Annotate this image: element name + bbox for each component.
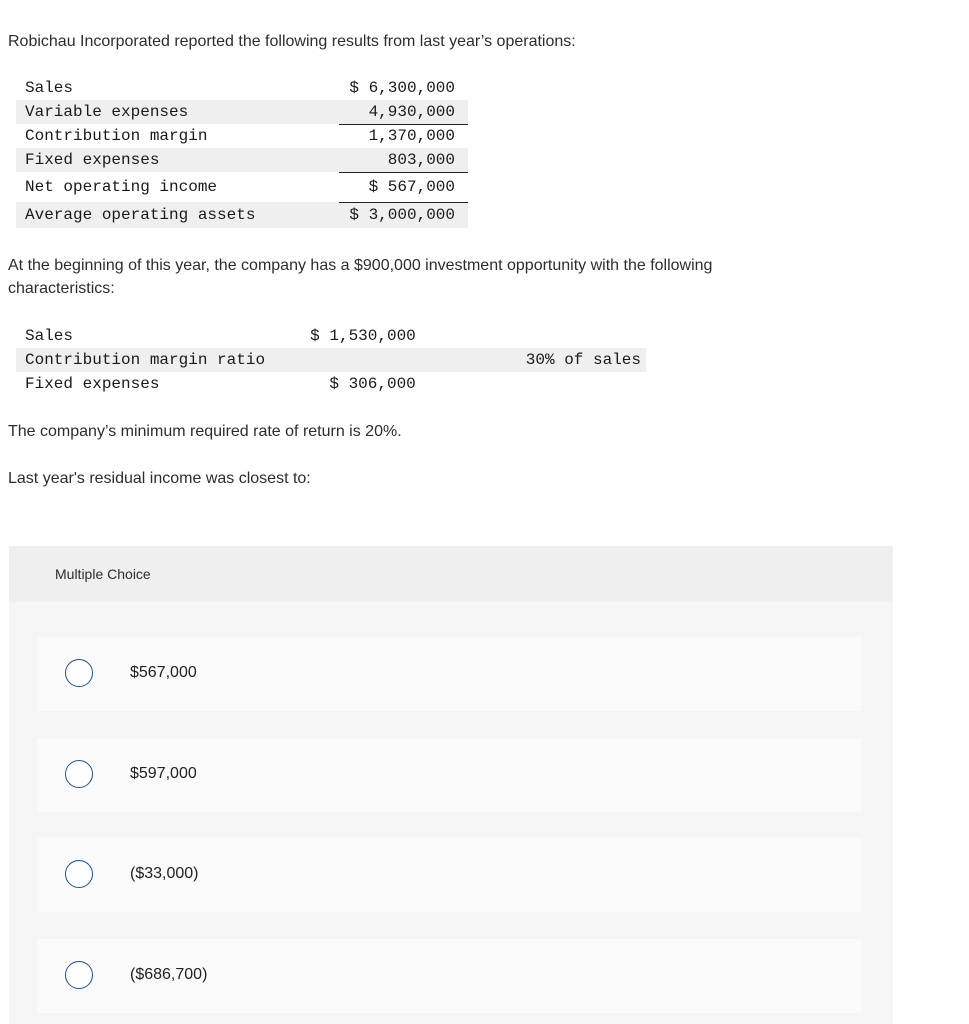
opportunity-text (8, 254, 712, 300)
choice-option[interactable] (37, 939, 862, 1013)
row-value: $ 1,530,000 (310, 327, 416, 345)
row-label: Contribution margin ratio (16, 348, 310, 372)
choice-label: ($33,000) (130, 865, 199, 882)
choice-option[interactable] (37, 838, 862, 912)
row-label: Variable expenses (16, 100, 315, 124)
table-row (16, 202, 468, 228)
row-label: Sales (25, 327, 74, 345)
row-value: 1,370,000 (368, 127, 455, 146)
table-row (16, 324, 646, 348)
opportunity-text-line2: characteristics: (8, 280, 115, 297)
results-table (16, 76, 468, 228)
row-value2 (526, 372, 646, 396)
choice-label: $597,000 (130, 765, 197, 782)
row-label: Contribution margin (25, 127, 208, 145)
row-value: $ 306,000 (329, 375, 416, 393)
row-value: $ 567,000 (339, 172, 468, 202)
row-value: $ 3,000,000 (339, 202, 468, 228)
choice-option[interactable] (37, 738, 862, 812)
intro-text: Robichau Incorporated reported the following results from last year’s operations: (8, 33, 576, 50)
row-label: Average operating assets (16, 202, 315, 228)
table-row (16, 172, 468, 202)
table-row (16, 76, 468, 100)
row-value: 4,930,000 (339, 100, 468, 124)
row-value2: 30% of sales (526, 348, 646, 372)
question-text: Last year's residual income was closest to: (8, 470, 311, 487)
choice-label: $567,000 (130, 664, 197, 681)
row-label: Fixed expenses (16, 148, 315, 172)
table-row (16, 124, 468, 148)
radio-button[interactable] (65, 659, 93, 687)
row-label: Sales (25, 79, 74, 97)
row-label: Net operating income (25, 178, 218, 196)
table-row (16, 100, 468, 124)
table-row (16, 148, 468, 172)
radio-button[interactable] (65, 961, 93, 989)
row-value (310, 348, 526, 372)
radio-button[interactable] (65, 860, 93, 888)
multiple-choice-header: Multiple Choice (9, 546, 893, 602)
opportunity-text-line1: At the beginning of this year, the company has a $900,000 investment opportunity with the following (8, 257, 713, 274)
choice-option[interactable] (37, 637, 862, 711)
table-row (16, 372, 646, 396)
row-value2 (526, 324, 646, 348)
row-value: 803,000 (339, 148, 468, 172)
row-label: Fixed expenses (25, 375, 160, 393)
choice-label: ($686,700) (130, 966, 208, 983)
radio-button[interactable] (65, 760, 93, 788)
multiple-choice-panel (9, 546, 893, 1024)
table-row (16, 348, 646, 372)
opportunity-table (16, 324, 646, 396)
row-value: $ 6,300,000 (349, 79, 455, 97)
required-rate-text: The company’s minimum required rate of return is 20%. (8, 423, 402, 440)
